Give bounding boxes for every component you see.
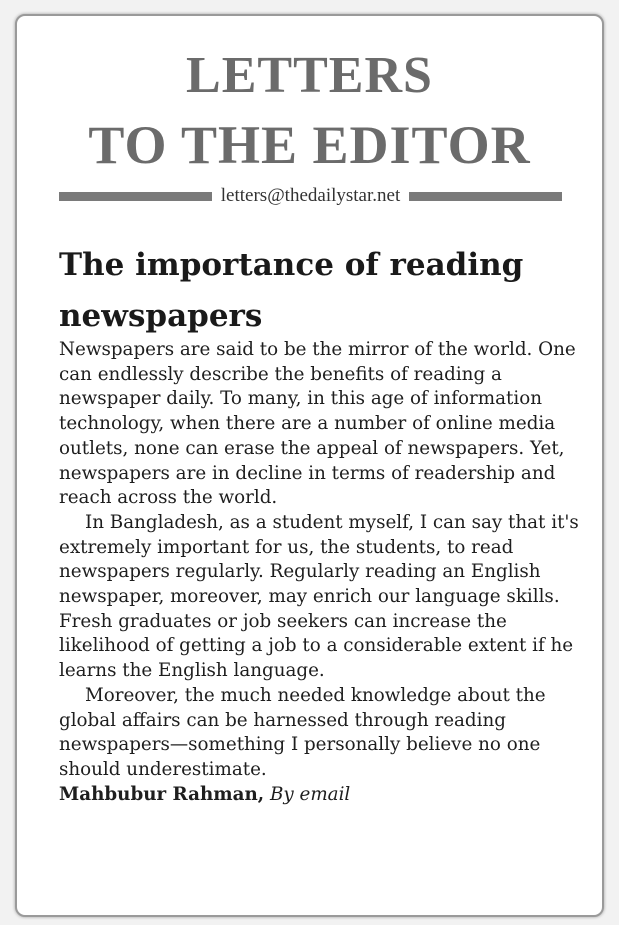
paragraph-1: Newspapers are said to be the mirror of the world. One can endlessly describe the benefits of reading a newspaper daily. To many, in this age of information technology, when there are a number of online media outlets, none can erase the appeal of newspapers. Yet, newspapers are in decline in terms of readership and reach across the world.	[59, 339, 576, 509]
paragraph-3: Moreover, the much needed knowledge about the global affairs can be harnessed through reading newspapers—something I personally believe no one should underestimate.	[59, 684, 546, 780]
masthead-line-1: LETTERS	[186, 47, 433, 104]
letter-card	[15, 14, 604, 917]
divider-rule-right	[409, 192, 562, 201]
email-divider	[59, 184, 562, 208]
letter-headline: The importance of reading newspapers	[59, 247, 524, 334]
paragraph-2: In Bangladesh, as a student myself, I can say that it's extremely important for us, the students, to read newspapers regularly. Regularly reading an English newspaper, moreover, may enrich our language skills. Fresh graduates or job seekers can increase the likelihood of getting a job to a considerable extent if he learns the English language.	[59, 511, 579, 682]
editor-email: letters@thedailystar.net	[220, 185, 401, 206]
letter-body	[59, 338, 591, 807]
divider-rule-left	[59, 192, 212, 201]
masthead-line-2: TO THE EDITOR	[88, 115, 531, 175]
signature	[59, 783, 591, 808]
signature-source: By email	[269, 783, 351, 805]
signature-name: Mahbubur Rahman,	[59, 783, 265, 805]
